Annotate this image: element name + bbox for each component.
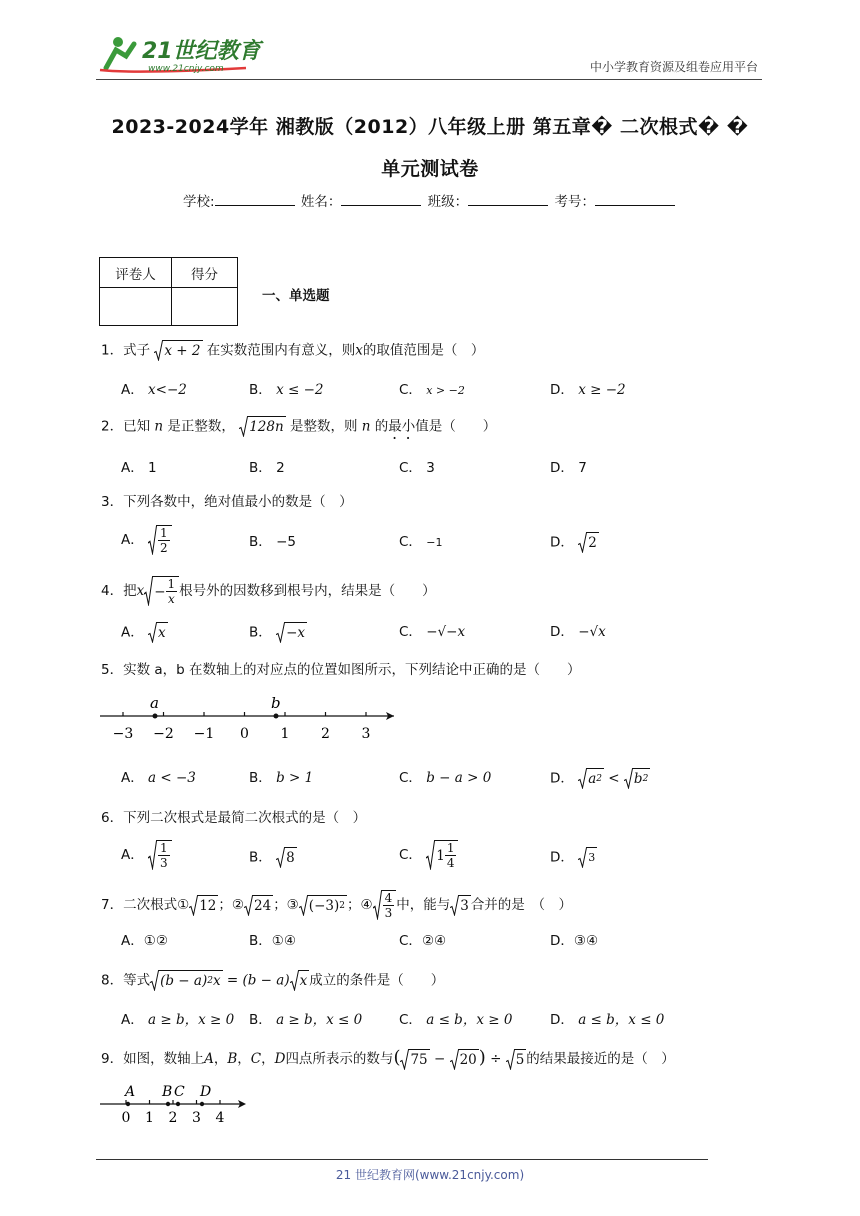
point-D bbox=[200, 1102, 204, 1106]
logo-url: www.21cnjy.com bbox=[148, 64, 224, 74]
student-info-line bbox=[0, 190, 860, 210]
logo-text: 21世纪教育 bbox=[142, 39, 261, 64]
name-label: 姓名： bbox=[300, 194, 342, 210]
nl9-tick-label: 2 bbox=[168, 1110, 178, 1126]
site-logo bbox=[96, 30, 296, 76]
q7-option-d[interactable]: D．③④ bbox=[550, 933, 599, 949]
question-3: 3．下列各数中，绝对值最小的数是（ ） bbox=[101, 494, 353, 510]
q6-option-c[interactable]: C． 1 $\frac{1}{4}$ bbox=[399, 840, 458, 870]
nl5-tick-label: 1 bbox=[280, 726, 290, 742]
q2-option-b[interactable]: B． 2 bbox=[249, 460, 285, 476]
reviewer-cell bbox=[100, 288, 172, 326]
q3-option-a[interactable]: A． $\frac{1}{2}$ bbox=[121, 525, 172, 555]
nl9-tick-label: 1 bbox=[145, 1110, 154, 1126]
score-table bbox=[99, 257, 238, 326]
q1-option-c[interactable]: C． x > −2 bbox=[399, 382, 465, 398]
name-blank bbox=[341, 194, 421, 206]
point-C bbox=[176, 1102, 180, 1106]
reviewer-header: 评卷人 bbox=[100, 258, 172, 288]
q5-option-c[interactable]: C． b − a > 0 bbox=[399, 770, 492, 786]
page-footer: 21 世纪教育网(www.21cnjy.com) bbox=[335, 1168, 525, 1182]
q6-option-b[interactable]: B． 8 bbox=[249, 847, 297, 868]
point-b bbox=[274, 714, 279, 719]
point-a bbox=[153, 714, 158, 719]
nl9-tick-label: 0 bbox=[121, 1110, 131, 1126]
page-title: 2023-2024学年 湘教版（2012）八年级上册 第五章� 二次根式� � bbox=[111, 116, 749, 138]
q3-option-d[interactable]: D． 2 bbox=[550, 532, 599, 553]
nl5-tick-label: −2 bbox=[153, 726, 174, 742]
q4-option-c[interactable]: C． −√−x bbox=[399, 624, 466, 640]
header-platform-text: 中小学教育资源及组卷应用平台 bbox=[589, 60, 758, 74]
question-1: 1．式子 x + 2 在实数范围内有意义，则x的取值范围是（ ） bbox=[101, 340, 484, 361]
question-9: 9．如图，数轴上A，B，C，D四点所表示的数与( 75 − 20 ) ÷ 5 的结果最接近的是（ ） bbox=[101, 1047, 675, 1068]
page-header bbox=[96, 30, 762, 80]
fraction: $\frac{1}{2}$ bbox=[160, 526, 168, 555]
sqrt-expression: 128n bbox=[239, 416, 285, 437]
exam-no-label: 考号： bbox=[554, 194, 595, 210]
nl9-tick-label: 3 bbox=[192, 1110, 201, 1126]
q5-option-a[interactable]: A． a < −3 bbox=[121, 770, 196, 786]
q1-option-a[interactable]: A． x<−2 bbox=[121, 382, 187, 398]
q5-option-b[interactable]: B． b > 1 bbox=[249, 770, 314, 786]
point-B bbox=[166, 1102, 170, 1106]
class-blank bbox=[468, 194, 548, 206]
q3-option-b[interactable]: B． −5 bbox=[249, 534, 296, 550]
q6-option-a[interactable]: A． $\frac{1}{3}$ bbox=[121, 840, 172, 870]
point-A-label: A bbox=[125, 1084, 136, 1100]
question-6: 6．下列二次根式是最简二次根式的是（ ） bbox=[101, 810, 367, 826]
q1-option-b[interactable]: B． x ≤ −2 bbox=[249, 382, 324, 398]
q4-option-d[interactable]: D． −√x bbox=[550, 624, 606, 640]
q4-option-b[interactable]: B． −x bbox=[249, 622, 307, 643]
class-label: 班级： bbox=[427, 194, 469, 210]
q7-option-b[interactable]: B．①④ bbox=[249, 933, 296, 949]
point-B-label: B bbox=[162, 1084, 173, 1100]
nl9-tick-label: 4 bbox=[215, 1110, 225, 1126]
section-title: 一、单选题 bbox=[262, 288, 330, 304]
question-2: 2．已知 n 是正整数， 128n 是整数，则 n 的最小值是（ ） bbox=[101, 416, 496, 443]
nl5-tick-label: 2 bbox=[321, 726, 330, 742]
nl5-tick-label: −3 bbox=[112, 726, 134, 742]
question-7: 7．二次根式① 12 ；② 24 ；③ (−3) 2 ；④ $\frac{4}{3}$ 中，能与 3 合并的是 （ ） bbox=[101, 891, 573, 920]
point-a-label: a bbox=[150, 694, 159, 712]
score-cell bbox=[172, 288, 238, 326]
q6-option-d[interactable]: D． 3 bbox=[550, 847, 597, 868]
school-label: 学校: bbox=[183, 194, 215, 210]
q2-option-c[interactable]: C． 3 bbox=[399, 460, 435, 476]
q7-option-a[interactable]: A．①② bbox=[121, 933, 168, 949]
q3-option-c[interactable]: C． −1 bbox=[399, 534, 443, 550]
nl5-tick-label: −1 bbox=[193, 726, 215, 742]
school-blank bbox=[215, 194, 295, 206]
q8-option-d[interactable]: D． a ≤ b，x ≤ 0 bbox=[550, 1012, 665, 1028]
point-b-label: b bbox=[271, 694, 281, 712]
score-header: 得分 bbox=[172, 258, 238, 288]
q1-option-d[interactable]: D． x ≥ −2 bbox=[550, 382, 626, 398]
q8-option-c[interactable]: C． a ≤ b，x ≥ 0 bbox=[399, 1012, 513, 1028]
question-5: 5．实数 a，b 在数轴上的对应点的位置如图所示，下列结论中正确的是（ ） bbox=[101, 662, 581, 678]
question-8: 8．等式 (b − a) 2 x = (b − a) x 成立的条件是（ ） bbox=[101, 970, 444, 991]
nl5-tick-label: 0 bbox=[240, 726, 249, 742]
exam-no-blank bbox=[595, 194, 675, 206]
nl5-tick-label: 3 bbox=[361, 726, 371, 742]
point-D-label: D bbox=[200, 1084, 212, 1100]
point-C-label: C bbox=[174, 1084, 185, 1100]
q7-option-c[interactable]: C．②④ bbox=[399, 933, 447, 949]
q5-option-d[interactable]: D． a 2 < b 2 bbox=[550, 768, 650, 789]
q8-option-a[interactable]: A． a ≥ b，x ≥ 0 bbox=[121, 1012, 235, 1028]
sqrt-expression: x + 2 bbox=[154, 340, 202, 361]
q2-option-d[interactable]: D． 7 bbox=[550, 460, 587, 476]
q2-option-a[interactable]: A． 1 bbox=[121, 460, 157, 476]
page-subtitle: 单元测试卷 bbox=[381, 158, 479, 180]
point-A bbox=[126, 1102, 130, 1106]
number-line-q5 bbox=[98, 694, 404, 742]
q8-option-b[interactable]: B． a ≥ b，x ≤ 0 bbox=[249, 1012, 363, 1028]
footer-divider bbox=[96, 1159, 708, 1160]
question-4: 4．把x − $\frac{1}{x}$ 根号外的因数移到根号内，结果是（ ） bbox=[101, 577, 436, 606]
q4-option-a[interactable]: A． x bbox=[121, 622, 168, 643]
number-line-q9 bbox=[98, 1080, 254, 1126]
